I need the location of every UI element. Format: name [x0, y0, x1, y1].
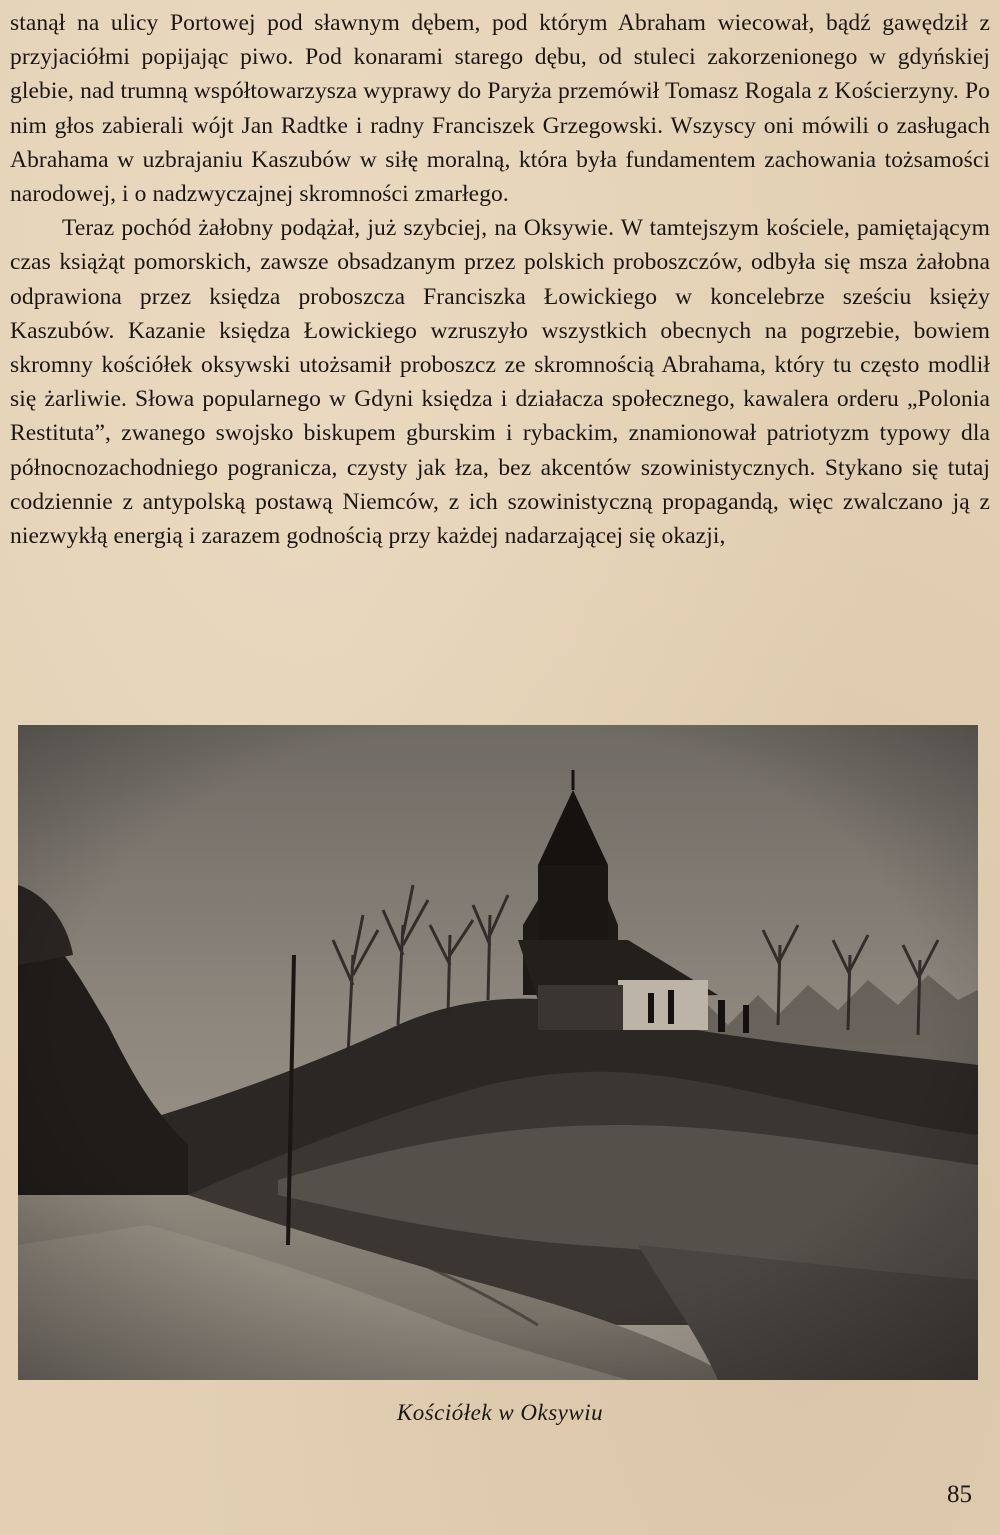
paragraph-2: Teraz pochód żałobny podążał, już szybciej, na Oksywie. W tamtejszym kościele, pamiętającym czas książąt pomorskich, zawsze obsadzanym przez polskich proboszczów, odbyła się msza żałobna odprawiona przez księdza proboszcza Franciszka Łowickiego w koncelebrze sześciu księży Kaszubów. Kazanie księdza Łowickiego wzruszyło wszystkich obecnych na pogrzebie, bowiem skromny kościółek oksywski utożsamił proboszcz ze skromnością Abrahama, który tu często modlił się żarliwie. Słowa popularnego w Gdyni księdza i działacza społecznego, kawalera orderu „Polonia Restituta”, zwanego swojsko biskupem gburskim i rybackim, znamionował patriotyzm typowy dla północnozachodniego pogranicza, czysty jak łza, bez akcentów szowinistycznych. Stykano się tutaj codziennie z antypolską postawą Niemców, z ich szowinistyczną propagandą, więc zwalczano ją z niezwykłą energią i zarazem godnością przy każdej nadarzającej się okazji, [10, 215, 990, 550]
page-number: 85 [947, 1481, 972, 1508]
church-photograph [18, 725, 978, 1380]
figure-caption: Kościółek w Oksywiu [396, 1400, 604, 1425]
paragraph-1: stanął na ulicy Portowej pod sławnym dębem, pod którym Abraham wiecował, bądź gawędził z przyjaciółmi popijając piwo. Pod konarami starego dębu, od stuleci zakorzenionego w gdyńskiej glebie, nad trumną współtowarzysza wyprawy do Paryża przemówił Tomasz Rogala z Kościerzyny. Po nim głos zabierali wójt Jan Radtke i radny Franciszek Grzegowski. Wszyscy oni mówili o zasługach Abrahama w uzbrajaniu Kaszubów w siłę moralną, która była fundamentem zachowania tożsamości narodowej, i o nadzwyczajnej skromności zmarłego. [10, 10, 990, 208]
body-text [10, 6, 990, 553]
